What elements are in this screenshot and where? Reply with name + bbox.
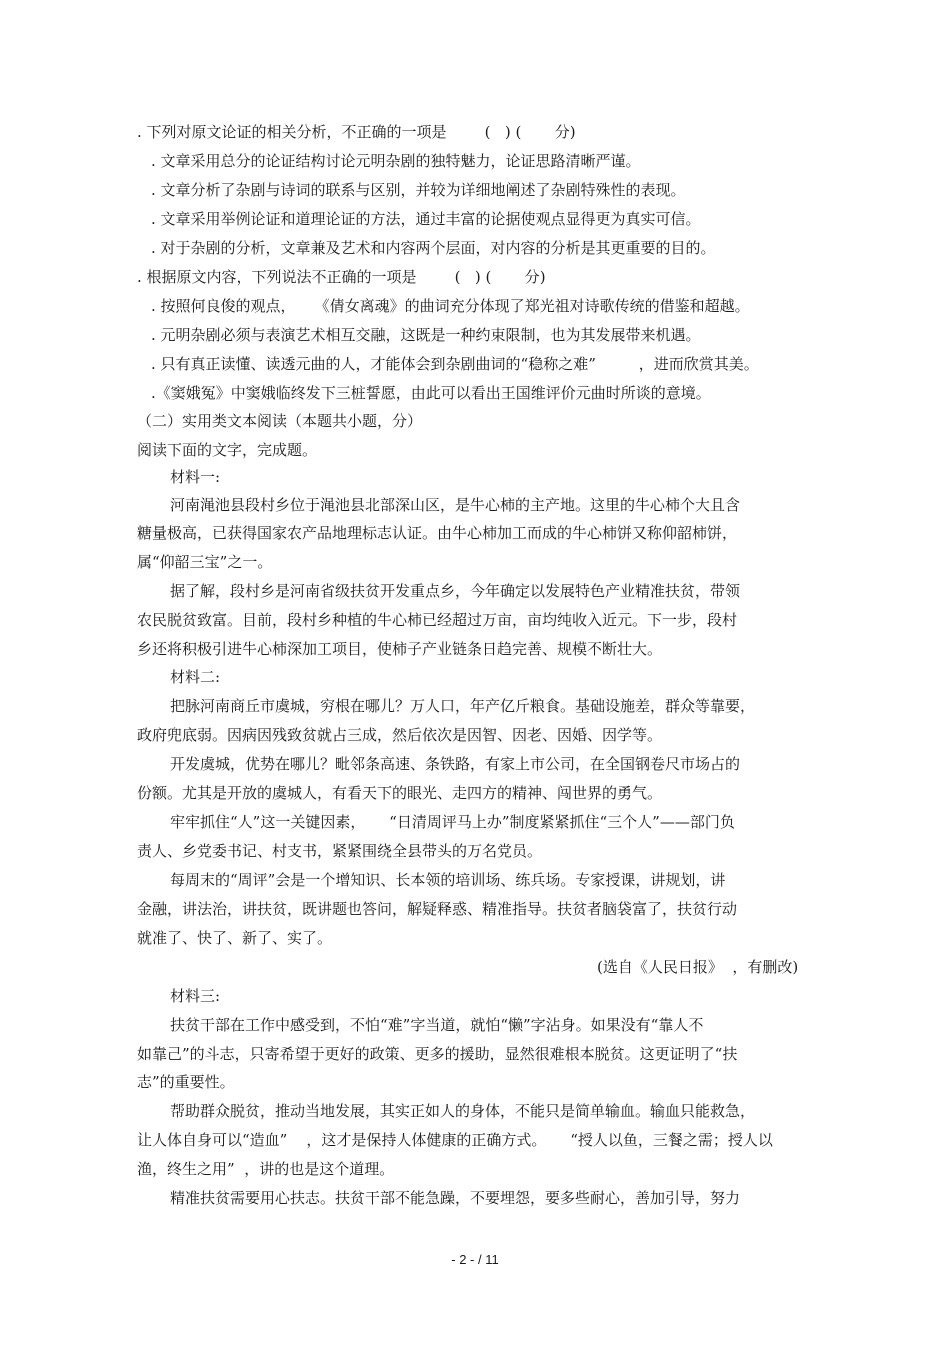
paragraph-line: 河南渑池县段村乡位于渑池县北部深山区，是牛心柿的主产地。这里的牛心柿个大且含 bbox=[170, 496, 741, 514]
paragraph-line: 金融，讲法治，讲扶贫，既讲题也答问，解疑释惑、精准指导。扶贫者脑袋富了，扶贫行动 bbox=[137, 900, 738, 918]
paragraph-line: 如靠己”的斗志，只寄希望于更好的政策、更多的援助，显然很难根本脱贫。这更证明了“扶 bbox=[137, 1045, 738, 1063]
paragraph-line: 扶贫干部在工作中感受到，不怕“难”字当道，就怕“懒”字沾身。如果没有“靠人不 bbox=[170, 1016, 704, 1034]
paragraph-line: 渔，终生之用” ，讲的也是这个道理。 bbox=[137, 1160, 395, 1178]
option-text: . 文章采用总分的论证结构讨论元明杂剧的独特魅力，论证思路清晰严谨。 bbox=[151, 152, 641, 170]
option-text: . 对于杂剧的分析，文章兼及艺术和内容两个层面，对内容的分析是其更重要的目的。 bbox=[151, 239, 716, 257]
option-text: . 元明杂剧必须与表演艺术相互交融，这既是一种约束限制，也为其发展带来机遇。 bbox=[151, 326, 701, 344]
option-text: . 只有真正读懂、读透元曲的人，才能体会到杂剧曲词的“稳称之难” ，进而欣赏其美。 bbox=[151, 355, 759, 373]
paragraph-line: 把脉河南商丘市虞城，穷根在哪儿？万人口，年产亿斤粮食。基础设施差，群众等靠要， bbox=[170, 697, 756, 715]
paragraph-line: 让人体自身可以“造血” ，这才是保持人体健康的正确方式。 “授人以鱼，三餐之需；授人以 bbox=[137, 1131, 773, 1149]
paragraph-line: 乡还将积极引进牛心柿深加工项目，使柿子产业链条日趋完善、规模不断壮大。 bbox=[137, 640, 663, 658]
source-note: (选自《人民日报》 ，有删改) bbox=[597, 958, 799, 976]
page-number: - 2 - / 11 bbox=[451, 1252, 499, 1267]
question-stem: . 下列对原文论证的相关分析，不正确的一项是 ( ) ( 分) bbox=[137, 123, 576, 141]
paragraph-line: 责人、乡党委书记、村支书，紧紧围绕全县带头的万名党员。 bbox=[137, 842, 543, 860]
paragraph-line: 精准扶贫需要用心扶志。扶贫干部不能急躁，不要埋怨，要多些耐心，善加引导，努力 bbox=[170, 1189, 741, 1207]
paragraph-line: 帮助群众脱贫，推动当地发展，其实正如人的身体，不能只是简单输血。输血只能救急， bbox=[170, 1102, 756, 1120]
option-text: . 文章采用举例论证和道理论证的方法，通过丰富的论据使观点显得更为真实可信。 bbox=[151, 210, 701, 228]
paragraph-line: 每周末的“周评”会是一个增知识、长本领的培训场、练兵场。专家授课，讲规划，讲 bbox=[170, 871, 726, 889]
material-label: 材料二: bbox=[170, 668, 221, 686]
paragraph-line: 就准了、快了、新了、实了。 bbox=[137, 929, 333, 947]
option-text: .《窦娥冤》中窦娥临终发下三桩誓愿，由此可以看出王国维评价元曲时所谈的意境。 bbox=[151, 384, 711, 402]
paragraph-line: 属“仰韶三宝”之一。 bbox=[137, 553, 273, 571]
material-label: 材料三: bbox=[170, 987, 221, 1005]
option-text: . 按照何良俊的观点， 《倩女离魂》的曲词充分体现了郑光祖对诗歌传统的借鉴和超越。 bbox=[151, 297, 750, 315]
paragraph-line: 牢牢抓住“人”这一关键因素， “日清周评马上办”制度紧紧抓住“三个人”——部门负 bbox=[170, 813, 735, 831]
option-text: . 文章分析了杂剧与诗词的联系与区别，并较为详细地阐述了杂剧特殊性的表现。 bbox=[151, 181, 686, 199]
question-stem: . 根据原文内容，下列说法不正确的一项是 ( ) ( 分) bbox=[137, 268, 546, 286]
paragraph-line: 政府兜底弱。因病因残致贫就占三成，然后依次是因智、因老、因婚、因学等。 bbox=[137, 726, 663, 744]
paragraph-line: 糖量极高，已获得国家农产品地理标志认证。由牛心柿加工而成的牛心柿饼又称仰韶柿饼， bbox=[137, 524, 738, 542]
paragraph-line: 份额。尤其是开放的虞城人，有看天下的眼光、走四方的精神、闯世界的勇气。 bbox=[137, 784, 663, 802]
paragraph-line: 据了解，段村乡是河南省级扶贫开发重点乡，今年确定以发展特色产业精准扶贫，带领 bbox=[170, 582, 741, 600]
section-heading: （二）实用类文本阅读（本题共小题，分） bbox=[137, 412, 423, 430]
material-label: 材料一: bbox=[170, 468, 221, 486]
paragraph-line: 农民脱贫致富。目前，段村乡种植的牛心柿已经超过万亩，亩均纯收入近元。下一步，段村 bbox=[137, 611, 738, 629]
paragraph-line: 志”的重要性。 bbox=[137, 1073, 235, 1091]
paragraph-line: 开发虞城，优势在哪儿？毗邻条高速、条铁路，有家上市公司，在全国钢卷尺市场占的 bbox=[170, 755, 741, 773]
instruction: 阅读下面的文字，完成题。 bbox=[137, 441, 318, 459]
